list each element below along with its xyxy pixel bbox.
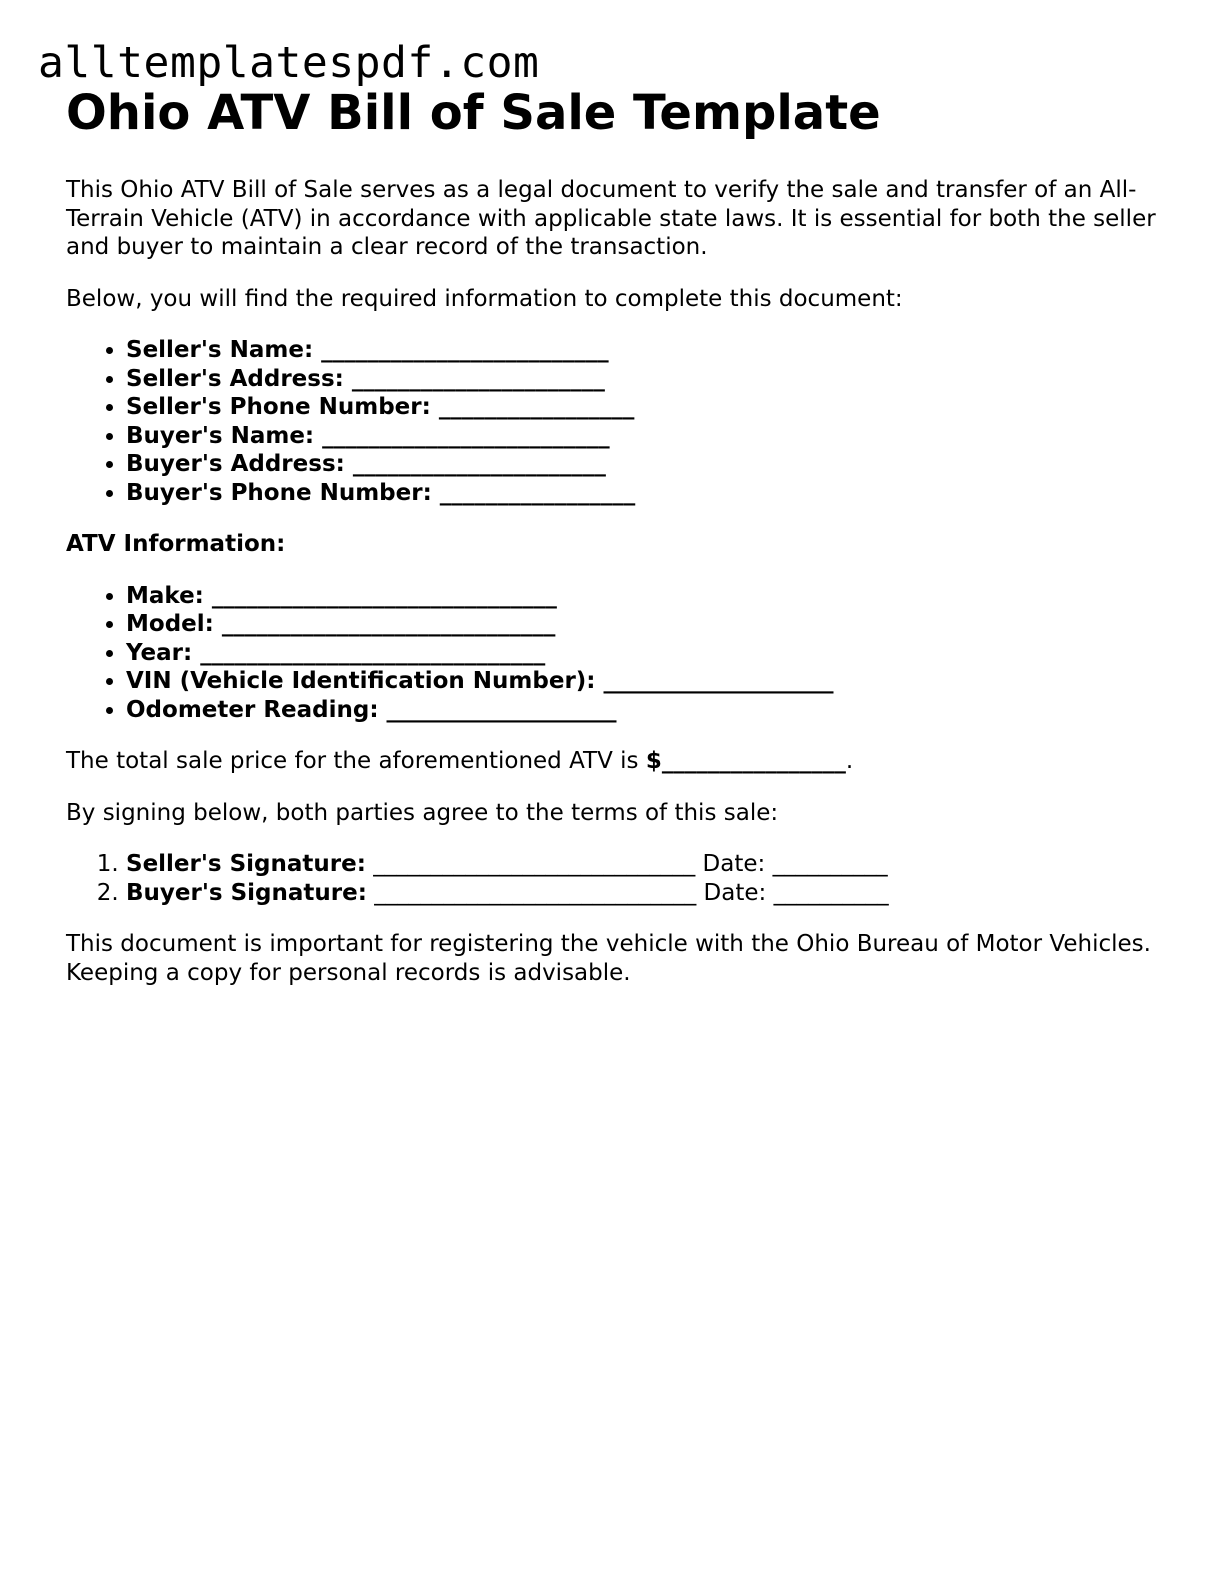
list-item-seller-address — [126, 365, 1166, 394]
agreement-sentence: By signing below, both parties agree to the terms of this sale: — [66, 799, 779, 826]
document-body — [66, 82, 1166, 987]
party-info-list — [66, 336, 1166, 507]
seller-name-label: Seller's Name: — [126, 337, 314, 363]
list-item-odometer — [126, 696, 1166, 725]
odometer-label: Odometer Reading: — [126, 696, 379, 723]
seller-address-blank: ______________________ — [343, 365, 605, 392]
seller-signature-label: Seller's Signature: — [126, 851, 366, 877]
watermark-text: alltemplatespdf.com — [38, 38, 540, 88]
buyer-name-blank: _________________________ — [314, 422, 610, 449]
instructions-paragraph: Below, you will find the required information to complete this document: — [66, 285, 903, 312]
buyer-name-label: Buyer's Name: — [126, 422, 315, 449]
make-blank: ______________________________ — [203, 582, 557, 609]
list-item-buyer-phone — [126, 479, 1166, 508]
vin-blank: ____________________ — [595, 668, 834, 694]
list-item-buyer-name — [126, 422, 1166, 451]
signature-list — [66, 850, 1166, 907]
sale-price-sentence — [66, 747, 1166, 776]
year-blank: ______________________________ — [192, 639, 546, 666]
closing-paragraph: This document is important for registering the vehicle with the Ohio Bureau of Motor Vehicles. Keeping a copy for personal records is advisable. — [66, 931, 1151, 986]
model-blank: _____________________________ — [213, 611, 556, 637]
list-item-buyer-address — [126, 450, 1166, 479]
buyer-phone-blank: _________________ — [431, 479, 636, 506]
list-item-vin — [126, 667, 1166, 696]
buyer-signature-label: Buyer's Signature: — [126, 879, 367, 906]
seller-phone-blank: _________________ — [430, 394, 635, 420]
list-item-model — [126, 610, 1166, 639]
seller-name-blank: _________________________ — [313, 337, 609, 363]
buyer-phone-label: Buyer's Phone Number: — [126, 479, 432, 506]
list-item-year — [126, 639, 1166, 668]
sale-price-amount: $________________ — [645, 748, 846, 774]
year-label: Year: — [126, 639, 193, 666]
seller-signature-blank: ____________________________ — [365, 851, 696, 877]
odometer-blank: ____________________ — [378, 696, 617, 723]
seller-signature-date: Date: __________ — [695, 851, 888, 877]
list-item-seller-name — [126, 336, 1166, 365]
list-item-seller-phone — [126, 393, 1166, 422]
buyer-address-blank: ______________________ — [344, 451, 606, 477]
atv-info-list — [66, 582, 1166, 725]
intro-paragraph: This Ohio ATV Bill of Sale serves as a legal document to verify the sale and transfer of an All-Terrain Vehicle (ATV) in accordance with applicable state laws. It is essential for both the seller and buyer to maintain a clear record of the transaction. — [66, 177, 1156, 260]
list-item-make — [126, 582, 1166, 611]
atv-info-heading: ATV Information: — [66, 531, 286, 557]
sale-price-suffix: . — [845, 748, 854, 774]
buyer-address-label: Buyer's Address: — [126, 451, 345, 477]
buyer-signature-date: Date: __________ — [696, 879, 889, 906]
list-item-seller-signature — [126, 850, 1166, 879]
make-label: Make: — [126, 582, 204, 609]
model-label: Model: — [126, 611, 214, 637]
seller-address-label: Seller's Address: — [126, 365, 344, 392]
sale-price-prefix: The total sale price for the aforementioned ATV is — [66, 748, 646, 774]
vin-label: VIN (Vehicle Identification Number): — [126, 668, 596, 694]
buyer-signature-blank: ____________________________ — [366, 879, 697, 906]
list-item-buyer-signature — [126, 879, 1166, 908]
seller-phone-label: Seller's Phone Number: — [126, 394, 431, 420]
page-title: Ohio ATV Bill of Sale Template — [66, 85, 881, 141]
